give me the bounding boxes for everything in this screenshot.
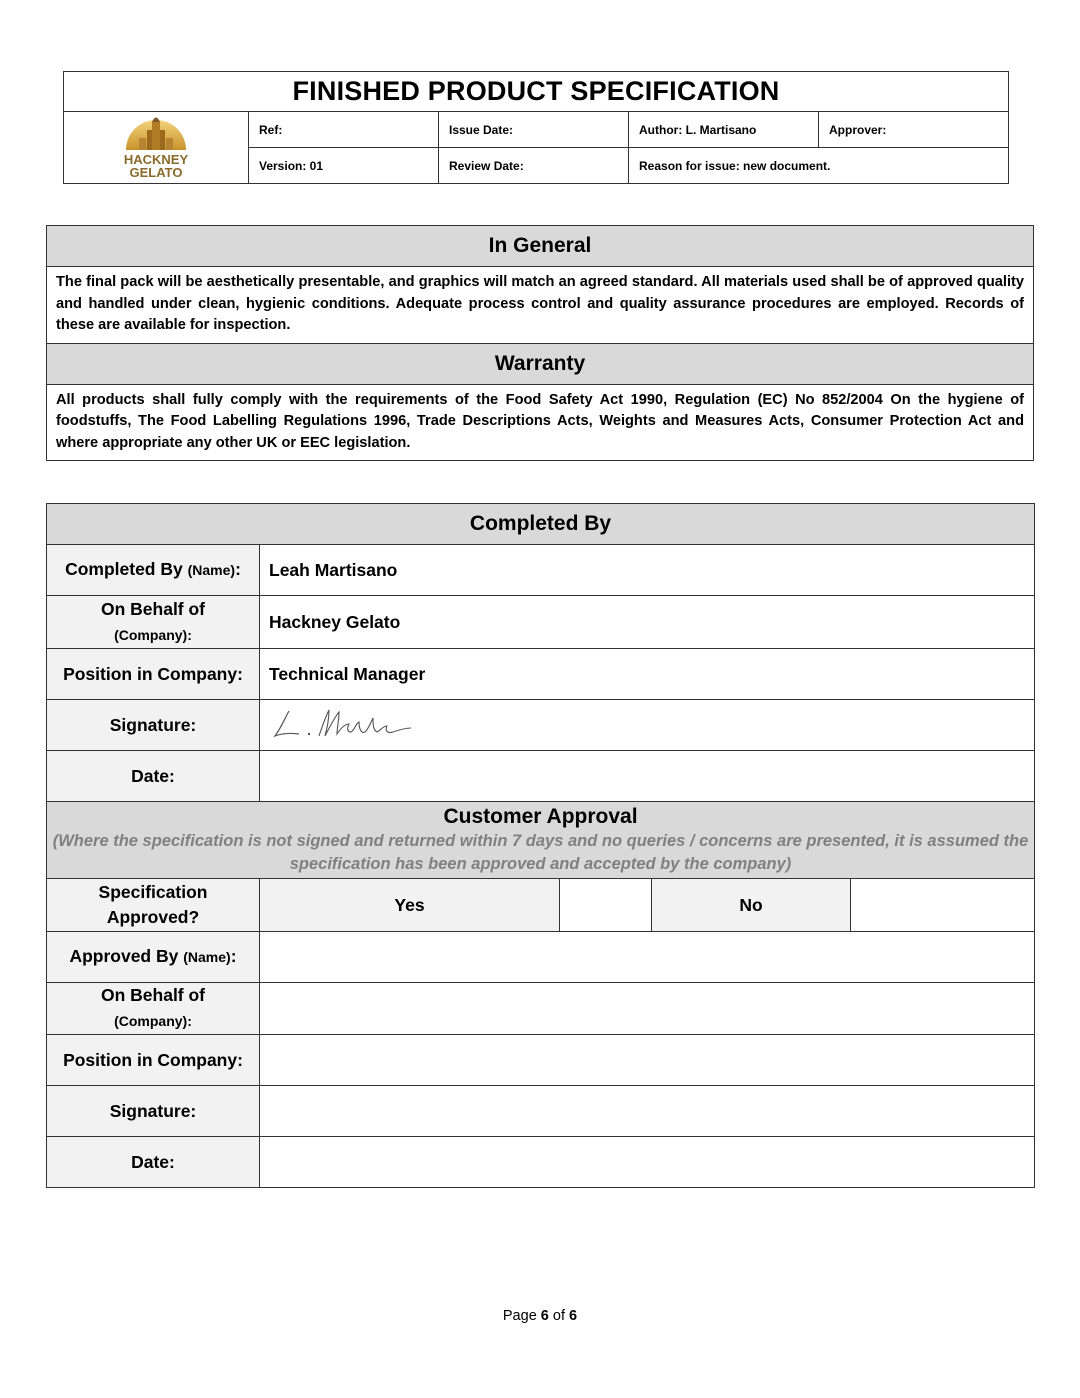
reason-field: Reason for issue: new document. <box>629 148 1009 184</box>
completed-behalf-value: Hackney Gelato <box>260 596 1035 649</box>
general-heading: In General <box>47 226 1034 267</box>
approved-no-box[interactable] <box>851 879 1035 932</box>
approved-by-label: Approved By (Name): <box>47 932 260 983</box>
document-header <box>63 71 1009 184</box>
approved-yes-label: Yes <box>260 879 560 932</box>
customer-approval-heading: Customer Approval <box>443 805 638 828</box>
page-total: 6 <box>569 1308 578 1324</box>
approval-behalf-value[interactable] <box>260 983 1035 1035</box>
completed-signature-value <box>260 700 1035 751</box>
page-current: 6 <box>540 1308 549 1324</box>
author-field: Author: L. Martisano <box>629 112 819 148</box>
completed-position-label: Position in Company: <box>47 649 260 700</box>
approval-date-label: Date: <box>47 1137 260 1188</box>
completed-date-value[interactable] <box>260 751 1035 802</box>
review-date-field: Review Date: <box>439 148 629 184</box>
approval-date-value[interactable] <box>260 1137 1035 1188</box>
signature-image <box>269 706 419 740</box>
approval-position-value[interactable] <box>260 1035 1035 1086</box>
completed-by-name-label: Completed By (Name): <box>47 545 260 596</box>
general-warranty-table <box>46 225 1034 461</box>
page-footer <box>0 1308 1080 1324</box>
warranty-heading: Warranty <box>47 343 1034 384</box>
logo-cell <box>64 112 249 184</box>
customer-approval-note: (Where the specification is not signed and returned within 7 days and no queries / concerns are presented, it is assumed the specification has been approved and accepted by the company) <box>52 832 1029 873</box>
approved-by-value[interactable] <box>260 932 1035 983</box>
approved-yes-box[interactable] <box>560 879 652 932</box>
logo-text-line2: GELATO <box>129 165 183 180</box>
customer-approval-header <box>47 802 1035 879</box>
completed-behalf-label: On Behalf of (Company): <box>47 596 260 649</box>
completed-date-label: Date: <box>47 751 260 802</box>
logo-text-line1: HACKNEY <box>123 152 189 167</box>
page-of: of <box>552 1308 565 1324</box>
completed-position-value: Technical Manager <box>260 649 1035 700</box>
approver-field: Approver: <box>819 112 1009 148</box>
spec-approved-label: Specification Approved? <box>47 879 260 932</box>
hackney-gelato-logo <box>114 112 198 180</box>
page-prefix: Page <box>502 1308 537 1324</box>
issue-date-field: Issue Date: <box>439 112 629 148</box>
warranty-text: All products shall fully comply with the requirements of the Food Safety Act 1990, Regulation (EC) No 852/2004 On the hygiene of foodstuffs, The Food Labelling Regulations 1996, Trade Descriptions Acts, Weights and Measures Acts, Consumer Protection Act and where appropriate any other UK or EEC legislation. <box>47 384 1034 461</box>
approved-no-label: No <box>652 879 851 932</box>
approval-position-label: Position in Company: <box>47 1035 260 1086</box>
approval-behalf-label: On Behalf of (Company): <box>47 983 260 1035</box>
completed-signature-label: Signature: <box>47 700 260 751</box>
completed-by-table <box>46 503 1035 1188</box>
completed-by-heading: Completed By <box>47 504 1035 545</box>
version-field: Version: 01 <box>249 148 439 184</box>
approval-signature-value[interactable] <box>260 1086 1035 1137</box>
document-title: FINISHED PRODUCT SPECIFICATION <box>64 72 1009 112</box>
completed-by-name-value: Leah Martisano <box>260 545 1035 596</box>
ref-field: Ref: <box>249 112 439 148</box>
approval-signature-label: Signature: <box>47 1086 260 1137</box>
general-text: The final pack will be aesthetically presentable, and graphics will match an agreed standard. All materials used shall be of approved quality and handled under clean, hygienic conditions. Adequate process control and quality assurance procedures are employed. Records of these are available for inspection. <box>47 267 1034 344</box>
